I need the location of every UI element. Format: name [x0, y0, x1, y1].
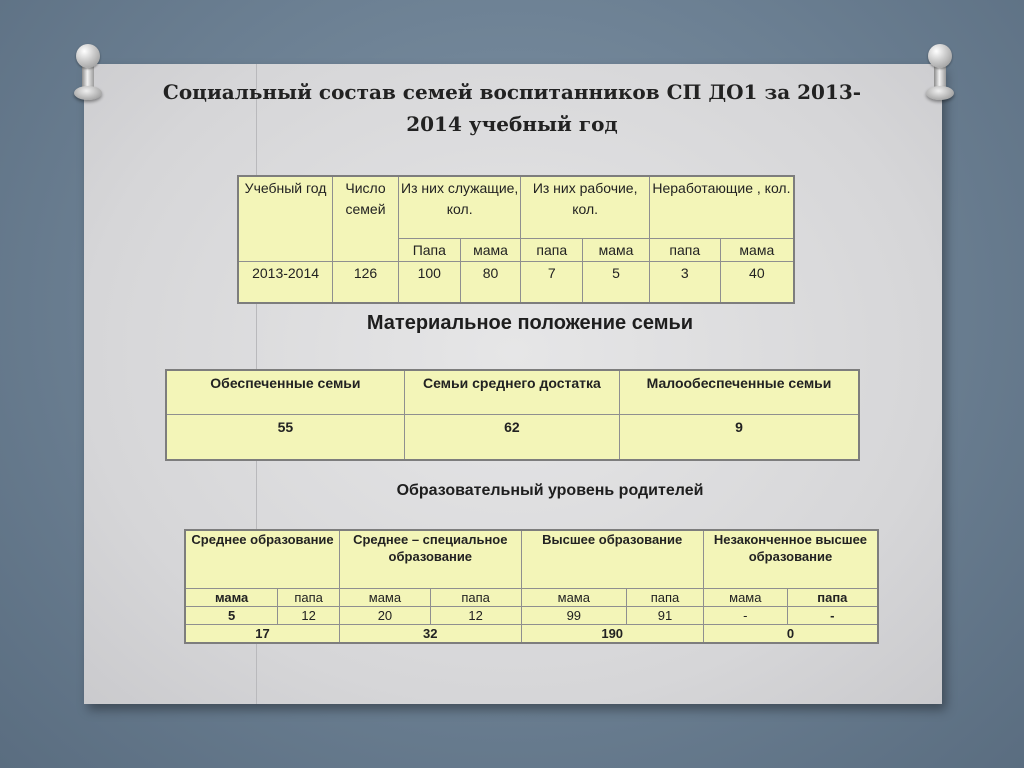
cell-value: 40 [720, 261, 794, 303]
cell-total: 0 [703, 624, 878, 643]
header-vocational: Среднее – специальное образование [340, 530, 521, 588]
subheader-mom: мама [720, 238, 794, 261]
header-secondary: Среднее образование [185, 530, 340, 588]
subheader-mom: мама [340, 588, 431, 606]
social-composition-table [237, 175, 795, 304]
cell-value: 7 [521, 261, 583, 303]
header-workers: Из них рабочие, кол. [521, 176, 649, 238]
cell-value: 12 [430, 606, 521, 624]
education-heading: Образовательный уровень родителей [396, 482, 704, 499]
header-incomplete-higher: Незаконченное высшее образование [703, 530, 878, 588]
subheader-dad: папа [649, 238, 720, 261]
subheader-dad: папа [430, 588, 521, 606]
subheader-mom: мама [703, 588, 787, 606]
header-school-year: Учебный год [238, 176, 333, 261]
pushpin-right-icon [928, 44, 952, 114]
header-middle-income: Семьи среднего достатка [404, 370, 619, 414]
subheader-mom: мама [185, 588, 278, 606]
cell-value: 9 [620, 414, 860, 460]
header-employees: Из них служащие, кол. [398, 176, 521, 238]
cell-value: 5 [583, 261, 650, 303]
cell-value: 20 [340, 606, 431, 624]
material-status-table [165, 369, 860, 461]
cell-value: 55 [166, 414, 404, 460]
cell-value: 80 [460, 261, 521, 303]
cell-value: 3 [649, 261, 720, 303]
subheader-mom: мама [521, 588, 627, 606]
cell-value: - [703, 606, 787, 624]
cell-year: 2013-2014 [238, 261, 333, 303]
pushpin-left-icon [76, 44, 100, 114]
header-higher: Высшее образование [521, 530, 703, 588]
cell-value: 100 [398, 261, 460, 303]
cell-families: 126 [333, 261, 399, 303]
cell-total: 17 [185, 624, 340, 643]
material-heading: Материальное положение семьи [366, 312, 694, 334]
cell-total: 190 [521, 624, 703, 643]
cell-value: 91 [627, 606, 704, 624]
subheader-dad: папа [278, 588, 340, 606]
subheader-dad: папа [521, 238, 583, 261]
cell-total: 32 [340, 624, 521, 643]
cell-value: 62 [404, 414, 619, 460]
cell-value: 99 [521, 606, 627, 624]
cell-value: - [787, 606, 878, 624]
education-level-table [184, 529, 879, 644]
header-family-count: Число семей [333, 176, 399, 261]
subheader-dad: папа [627, 588, 704, 606]
subheader-mom: мама [460, 238, 521, 261]
cell-value: 5 [185, 606, 278, 624]
subheader-dad: Папа [398, 238, 460, 261]
subheader-dad: папа [787, 588, 878, 606]
subheader-mom: мама [583, 238, 650, 261]
slide-title: Социальный состав семей воспитанников СП ДО1 за 2013-2014 учебный год [162, 80, 862, 136]
header-low-income: Малообеспеченные семьи [620, 370, 860, 414]
cell-value: 12 [278, 606, 340, 624]
header-well-off: Обеспеченные семьи [166, 370, 404, 414]
header-unemployed: Неработающие , кол. [649, 176, 794, 238]
